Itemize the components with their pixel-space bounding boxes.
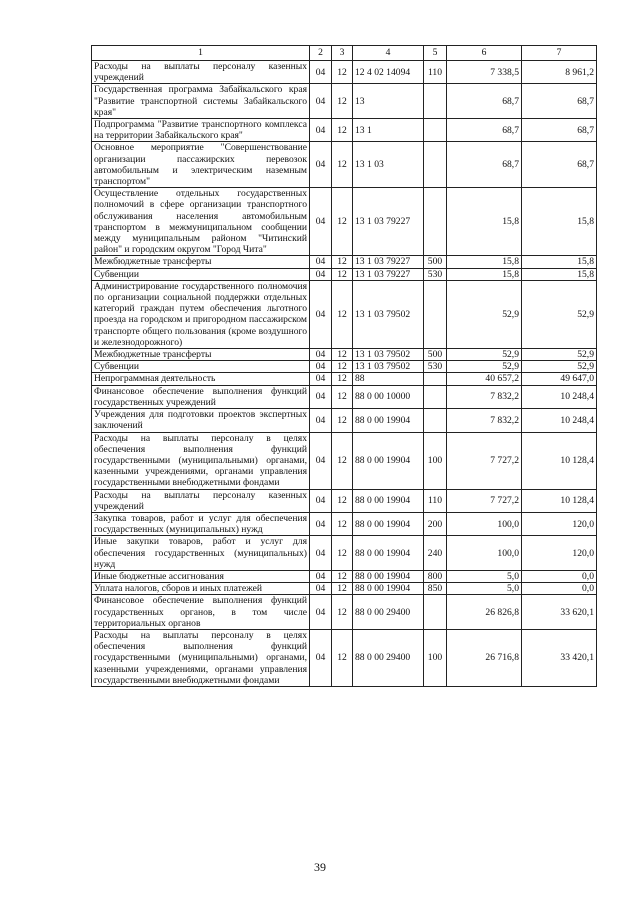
row-name: Осуществление отдельных государственных полномочий в сфере организации транспортного обслуживания населения автомобильным транспортом в межмуниципальном сообщении между муниципальным районом "Читинский район" и городским округом "Город Чита"	[92, 188, 310, 256]
row-expense-type	[424, 119, 447, 142]
row-subsection: 12	[332, 409, 353, 432]
row-subsection: 12	[332, 629, 353, 686]
row-expense-type: 500	[424, 256, 447, 268]
row-expense-type	[424, 373, 447, 385]
row-expense-type	[424, 385, 447, 408]
table-row	[92, 280, 597, 348]
row-expense-type: 530	[424, 361, 447, 373]
row-name: Непрограммная деятельность	[92, 373, 310, 385]
row-amount-year-1: 100,0	[447, 536, 522, 571]
row-target-code: 88 0 00 10000	[353, 385, 424, 408]
row-expense-type: 200	[424, 512, 447, 535]
row-target-code: 88	[353, 373, 424, 385]
row-section: 04	[310, 119, 332, 142]
row-name: Финансовое обеспечение выполнения функций государственных органов, в том числе территориальных органов	[92, 595, 310, 630]
row-amount-year-1: 7 338,5	[447, 61, 522, 84]
row-amount-year-1: 26 716,8	[447, 629, 522, 686]
row-section: 04	[310, 142, 332, 188]
row-amount-year-1: 7 832,2	[447, 385, 522, 408]
row-subsection: 12	[332, 432, 353, 489]
row-target-code: 88 0 00 19904	[353, 489, 424, 512]
row-amount-year-1: 15,8	[447, 268, 522, 280]
row-name: Расходы на выплаты персоналу казенных учреждений	[92, 61, 310, 84]
table-row	[92, 256, 597, 268]
row-target-code: 13	[353, 84, 424, 119]
table-row	[92, 84, 597, 119]
row-amount-year-2: 52,9	[522, 349, 597, 361]
row-target-code: 88 0 00 19904	[353, 583, 424, 595]
row-section: 04	[310, 409, 332, 432]
row-name: Иные закупки товаров, работ и услуг для обеспечения государственных (муниципальных) нужд	[92, 536, 310, 571]
row-section: 04	[310, 373, 332, 385]
header-col-5: 5	[424, 46, 447, 61]
row-name: Основное мероприятие "Совершенствование организации пассажирских перевозок автомобильным и электрическим наземным транспортом"	[92, 142, 310, 188]
row-target-code: 88 0 00 29400	[353, 629, 424, 686]
table-row	[92, 570, 597, 582]
row-expense-type	[424, 409, 447, 432]
table-row	[92, 268, 597, 280]
row-expense-type	[424, 595, 447, 630]
budget-table	[91, 45, 597, 687]
table-row	[92, 432, 597, 489]
row-subsection: 12	[332, 373, 353, 385]
row-name: Администрирование государственного полномочия по организации социальной поддержки отдельных категорий граждан путем обеспечения льготного проезда на городском и пригородном пассажирском транспорте общего пользования (кроме воздушного и железнодорожного)	[92, 280, 310, 348]
row-target-code: 88 0 00 19904	[353, 432, 424, 489]
row-expense-type: 100	[424, 432, 447, 489]
row-subsection: 12	[332, 349, 353, 361]
row-target-code: 12 4 02 14094	[353, 61, 424, 84]
row-name: Субвенции	[92, 361, 310, 373]
row-section: 04	[310, 349, 332, 361]
table-row	[92, 142, 597, 188]
row-amount-year-1: 7 727,2	[447, 432, 522, 489]
row-target-code: 13 1 03 79502	[353, 349, 424, 361]
row-expense-type: 240	[424, 536, 447, 571]
table-row	[92, 489, 597, 512]
row-section: 04	[310, 570, 332, 582]
row-expense-type: 800	[424, 570, 447, 582]
row-expense-type: 110	[424, 489, 447, 512]
row-subsection: 12	[332, 361, 353, 373]
row-subsection: 12	[332, 385, 353, 408]
row-amount-year-2: 0,0	[522, 570, 597, 582]
row-amount-year-1: 5,0	[447, 583, 522, 595]
table-row	[92, 61, 597, 84]
row-section: 04	[310, 61, 332, 84]
header-row	[92, 46, 597, 61]
row-amount-year-2: 33 620,1	[522, 595, 597, 630]
row-subsection: 12	[332, 583, 353, 595]
table-row	[92, 409, 597, 432]
row-expense-type	[424, 188, 447, 256]
row-amount-year-1: 68,7	[447, 84, 522, 119]
table-row	[92, 536, 597, 571]
row-name: Уплата налогов, сборов и иных платежей	[92, 583, 310, 595]
row-name: Расходы на выплаты персоналу в целях обеспечения выполнения функций государственными (муниципальными) органами, казенными учреждениями, органами управления государственными внебюджетными фондами	[92, 629, 310, 686]
row-target-code: 88 0 00 19904	[353, 570, 424, 582]
row-amount-year-2: 8 961,2	[522, 61, 597, 84]
table-row	[92, 583, 597, 595]
row-target-code: 88 0 00 19904	[353, 512, 424, 535]
row-amount-year-1: 52,9	[447, 349, 522, 361]
header-col-3: 3	[332, 46, 353, 61]
row-target-code: 13 1	[353, 119, 424, 142]
row-section: 04	[310, 385, 332, 408]
row-subsection: 12	[332, 536, 353, 571]
row-section: 04	[310, 512, 332, 535]
row-target-code: 13 1 03 79227	[353, 188, 424, 256]
row-amount-year-2: 15,8	[522, 256, 597, 268]
page-number: 39	[314, 860, 326, 874]
row-section: 04	[310, 361, 332, 373]
row-name: Закупка товаров, работ и услуг для обеспечения государственных (муниципальных) нужд	[92, 512, 310, 535]
row-section: 04	[310, 188, 332, 256]
header-col-6: 6	[447, 46, 522, 61]
row-expense-type	[424, 280, 447, 348]
row-amount-year-1: 68,7	[447, 119, 522, 142]
row-name: Учреждения для подготовки проектов экспертных заключений	[92, 409, 310, 432]
row-section: 04	[310, 595, 332, 630]
row-subsection: 12	[332, 84, 353, 119]
row-amount-year-2: 0,0	[522, 583, 597, 595]
row-target-code: 88 0 00 29400	[353, 595, 424, 630]
row-subsection: 12	[332, 119, 353, 142]
table-row	[92, 512, 597, 535]
row-amount-year-2: 15,8	[522, 188, 597, 256]
row-amount-year-2: 10 248,4	[522, 409, 597, 432]
row-target-code: 13 1 03	[353, 142, 424, 188]
row-expense-type	[424, 142, 447, 188]
row-amount-year-1: 7 832,2	[447, 409, 522, 432]
table-row	[92, 188, 597, 256]
row-subsection: 12	[332, 268, 353, 280]
row-amount-year-1: 68,7	[447, 142, 522, 188]
table-row	[92, 373, 597, 385]
row-expense-type: 110	[424, 61, 447, 84]
row-amount-year-1: 100,0	[447, 512, 522, 535]
table-row	[92, 119, 597, 142]
row-amount-year-1: 5,0	[447, 570, 522, 582]
row-name: Расходы на выплаты персоналу в целях обеспечения выполнения функций государственными (муниципальными) органами, казенными учреждениями, органами управления государственными внебюджетными фондами	[92, 432, 310, 489]
row-amount-year-1: 15,8	[447, 188, 522, 256]
row-amount-year-2: 10 128,4	[522, 432, 597, 489]
header-col-7: 7	[522, 46, 597, 61]
row-expense-type: 850	[424, 583, 447, 595]
row-name: Иные бюджетные ассигнования	[92, 570, 310, 582]
row-subsection: 12	[332, 61, 353, 84]
row-amount-year-2: 10 128,4	[522, 489, 597, 512]
row-amount-year-2: 68,7	[522, 142, 597, 188]
row-amount-year-2: 49 647,0	[522, 373, 597, 385]
row-subsection: 12	[332, 256, 353, 268]
row-name: Финансовое обеспечение выполнения функций государственных учреждений	[92, 385, 310, 408]
row-target-code: 13 1 03 79227	[353, 268, 424, 280]
row-amount-year-1: 40 657,2	[447, 373, 522, 385]
table-row	[92, 595, 597, 630]
row-target-code: 13 1 03 79502	[353, 361, 424, 373]
row-section: 04	[310, 256, 332, 268]
row-name: Субвенции	[92, 268, 310, 280]
row-section: 04	[310, 84, 332, 119]
row-amount-year-2: 15,8	[522, 268, 597, 280]
row-section: 04	[310, 280, 332, 348]
row-amount-year-2: 120,0	[522, 512, 597, 535]
row-amount-year-2: 52,9	[522, 361, 597, 373]
row-section: 04	[310, 536, 332, 571]
row-subsection: 12	[332, 142, 353, 188]
row-subsection: 12	[332, 188, 353, 256]
row-amount-year-1: 52,9	[447, 280, 522, 348]
row-amount-year-1: 26 826,8	[447, 595, 522, 630]
row-name: Государственная программа Забайкальского края "Развитие транспортной системы Забайкальского края"	[92, 84, 310, 119]
row-section: 04	[310, 629, 332, 686]
row-amount-year-2: 10 248,4	[522, 385, 597, 408]
row-target-code: 88 0 00 19904	[353, 536, 424, 571]
row-subsection: 12	[332, 570, 353, 582]
row-subsection: 12	[332, 512, 353, 535]
row-section: 04	[310, 489, 332, 512]
row-subsection: 12	[332, 489, 353, 512]
row-name: Межбюджетные трансферты	[92, 256, 310, 268]
header-col-2: 2	[310, 46, 332, 61]
table-row	[92, 385, 597, 408]
row-amount-year-1: 52,9	[447, 361, 522, 373]
row-amount-year-2: 120,0	[522, 536, 597, 571]
row-name: Подпрограмма "Развитие транспортного комплекса на территории Забайкальского края"	[92, 119, 310, 142]
row-amount-year-1: 7 727,2	[447, 489, 522, 512]
row-section: 04	[310, 583, 332, 595]
row-target-code: 88 0 00 19904	[353, 409, 424, 432]
table-row	[92, 361, 597, 373]
row-amount-year-2: 33 420,1	[522, 629, 597, 686]
row-name: Расходы на выплаты персоналу казенных учреждений	[92, 489, 310, 512]
row-target-code: 13 1 03 79502	[353, 280, 424, 348]
row-amount-year-2: 68,7	[522, 84, 597, 119]
header-col-1: 1	[92, 46, 310, 61]
row-subsection: 12	[332, 280, 353, 348]
row-section: 04	[310, 432, 332, 489]
row-expense-type	[424, 84, 447, 119]
row-section: 04	[310, 268, 332, 280]
row-expense-type: 500	[424, 349, 447, 361]
row-amount-year-2: 68,7	[522, 119, 597, 142]
row-subsection: 12	[332, 595, 353, 630]
row-amount-year-1: 15,8	[447, 256, 522, 268]
row-target-code: 13 1 03 79227	[353, 256, 424, 268]
row-name: Межбюджетные трансферты	[92, 349, 310, 361]
table-row	[92, 349, 597, 361]
row-amount-year-2: 52,9	[522, 280, 597, 348]
row-expense-type: 100	[424, 629, 447, 686]
table-row	[92, 629, 597, 686]
header-col-4: 4	[353, 46, 424, 61]
row-expense-type: 530	[424, 268, 447, 280]
